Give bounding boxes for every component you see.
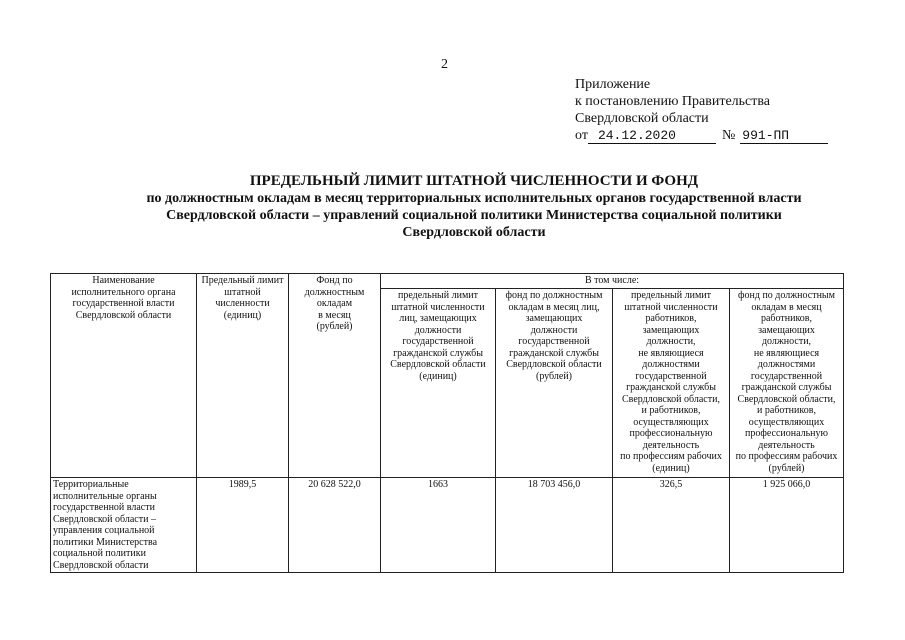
cell-sub-4: 1 925 066,0 (730, 478, 844, 573)
cell-sub-3: 326,5 (613, 478, 730, 573)
header-sub-3: предельный лимит штатной численности работников, замещающих должности, не являющиеся должностями государственной гражданской службы Свердловской области, и работников, осуществляющих профессиональную деятельность по профессиям рабочих (единиц) (613, 289, 730, 478)
heading-title: ПРЕДЕЛЬНЫЙ ЛИМИТ ШТАТНОЙ ЧИСЛЕННОСТИ И ФОНД (249, 173, 699, 189)
appendix-line-2: к постановлению Правительства (575, 94, 771, 109)
header-sub-2: фонд по должностным окладам в месяц лиц, замещающих должности государственной гражданской службы Свердловской области (рублей) (496, 289, 613, 478)
cell-fund: 20 628 522,0 (289, 478, 381, 573)
date-value: 24.12.2020 (588, 128, 716, 144)
appendix-line-1: Приложение (575, 77, 651, 92)
heading-line-3: Свердловской области – управлений социальной политики Министерства социальной политики (166, 208, 782, 223)
header-limit: Предельный лимит штатной численности (единиц) (197, 274, 289, 478)
heading-line-4: Свердловской области (402, 225, 546, 240)
number-label: № (721, 128, 736, 143)
appendix-date-row (575, 127, 828, 144)
document-heading (60, 173, 888, 241)
limits-table (50, 273, 844, 573)
cell-name: Территориальные исполнительные органы государственной власти Свердловской области – управления социальной политики Министерства социальной политики Свердловской области (51, 478, 197, 573)
header-fund: Фонд по должностным окладам в месяц (рублей) (289, 274, 381, 478)
cell-sub-1: 1663 (381, 478, 496, 573)
number-value: 991-ПП (740, 128, 828, 144)
table-row (51, 478, 844, 573)
header-including: В том числе: (381, 274, 844, 289)
header-sub-1: предельный лимит штатной численности лиц, замещающих должности государственной гражданской службы Свердловской области (единиц) (381, 289, 496, 478)
heading-line-2: по должностным окладам в месяц территориальных исполнительных органов государственной власти (146, 191, 802, 206)
date-prefix: от (575, 128, 588, 143)
cell-sub-2: 18 703 456,0 (496, 478, 613, 573)
header-name: Наименование исполнительного органа государственной власти Свердловской области (51, 274, 197, 478)
appendix-line-3: Свердловской области (575, 111, 709, 126)
cell-limit: 1989,5 (197, 478, 289, 573)
table-header-row (51, 274, 844, 289)
appendix-block (575, 76, 828, 144)
page-number: 2 (441, 57, 448, 72)
header-sub-4: фонд по должностным окладам в месяц работников, замещающих должности, не являющиеся должностями государственной гражданской службы Свердловской области, и работников, осуществляющих профессиональную деятельность по профессиям рабочих (рублей) (730, 289, 844, 478)
